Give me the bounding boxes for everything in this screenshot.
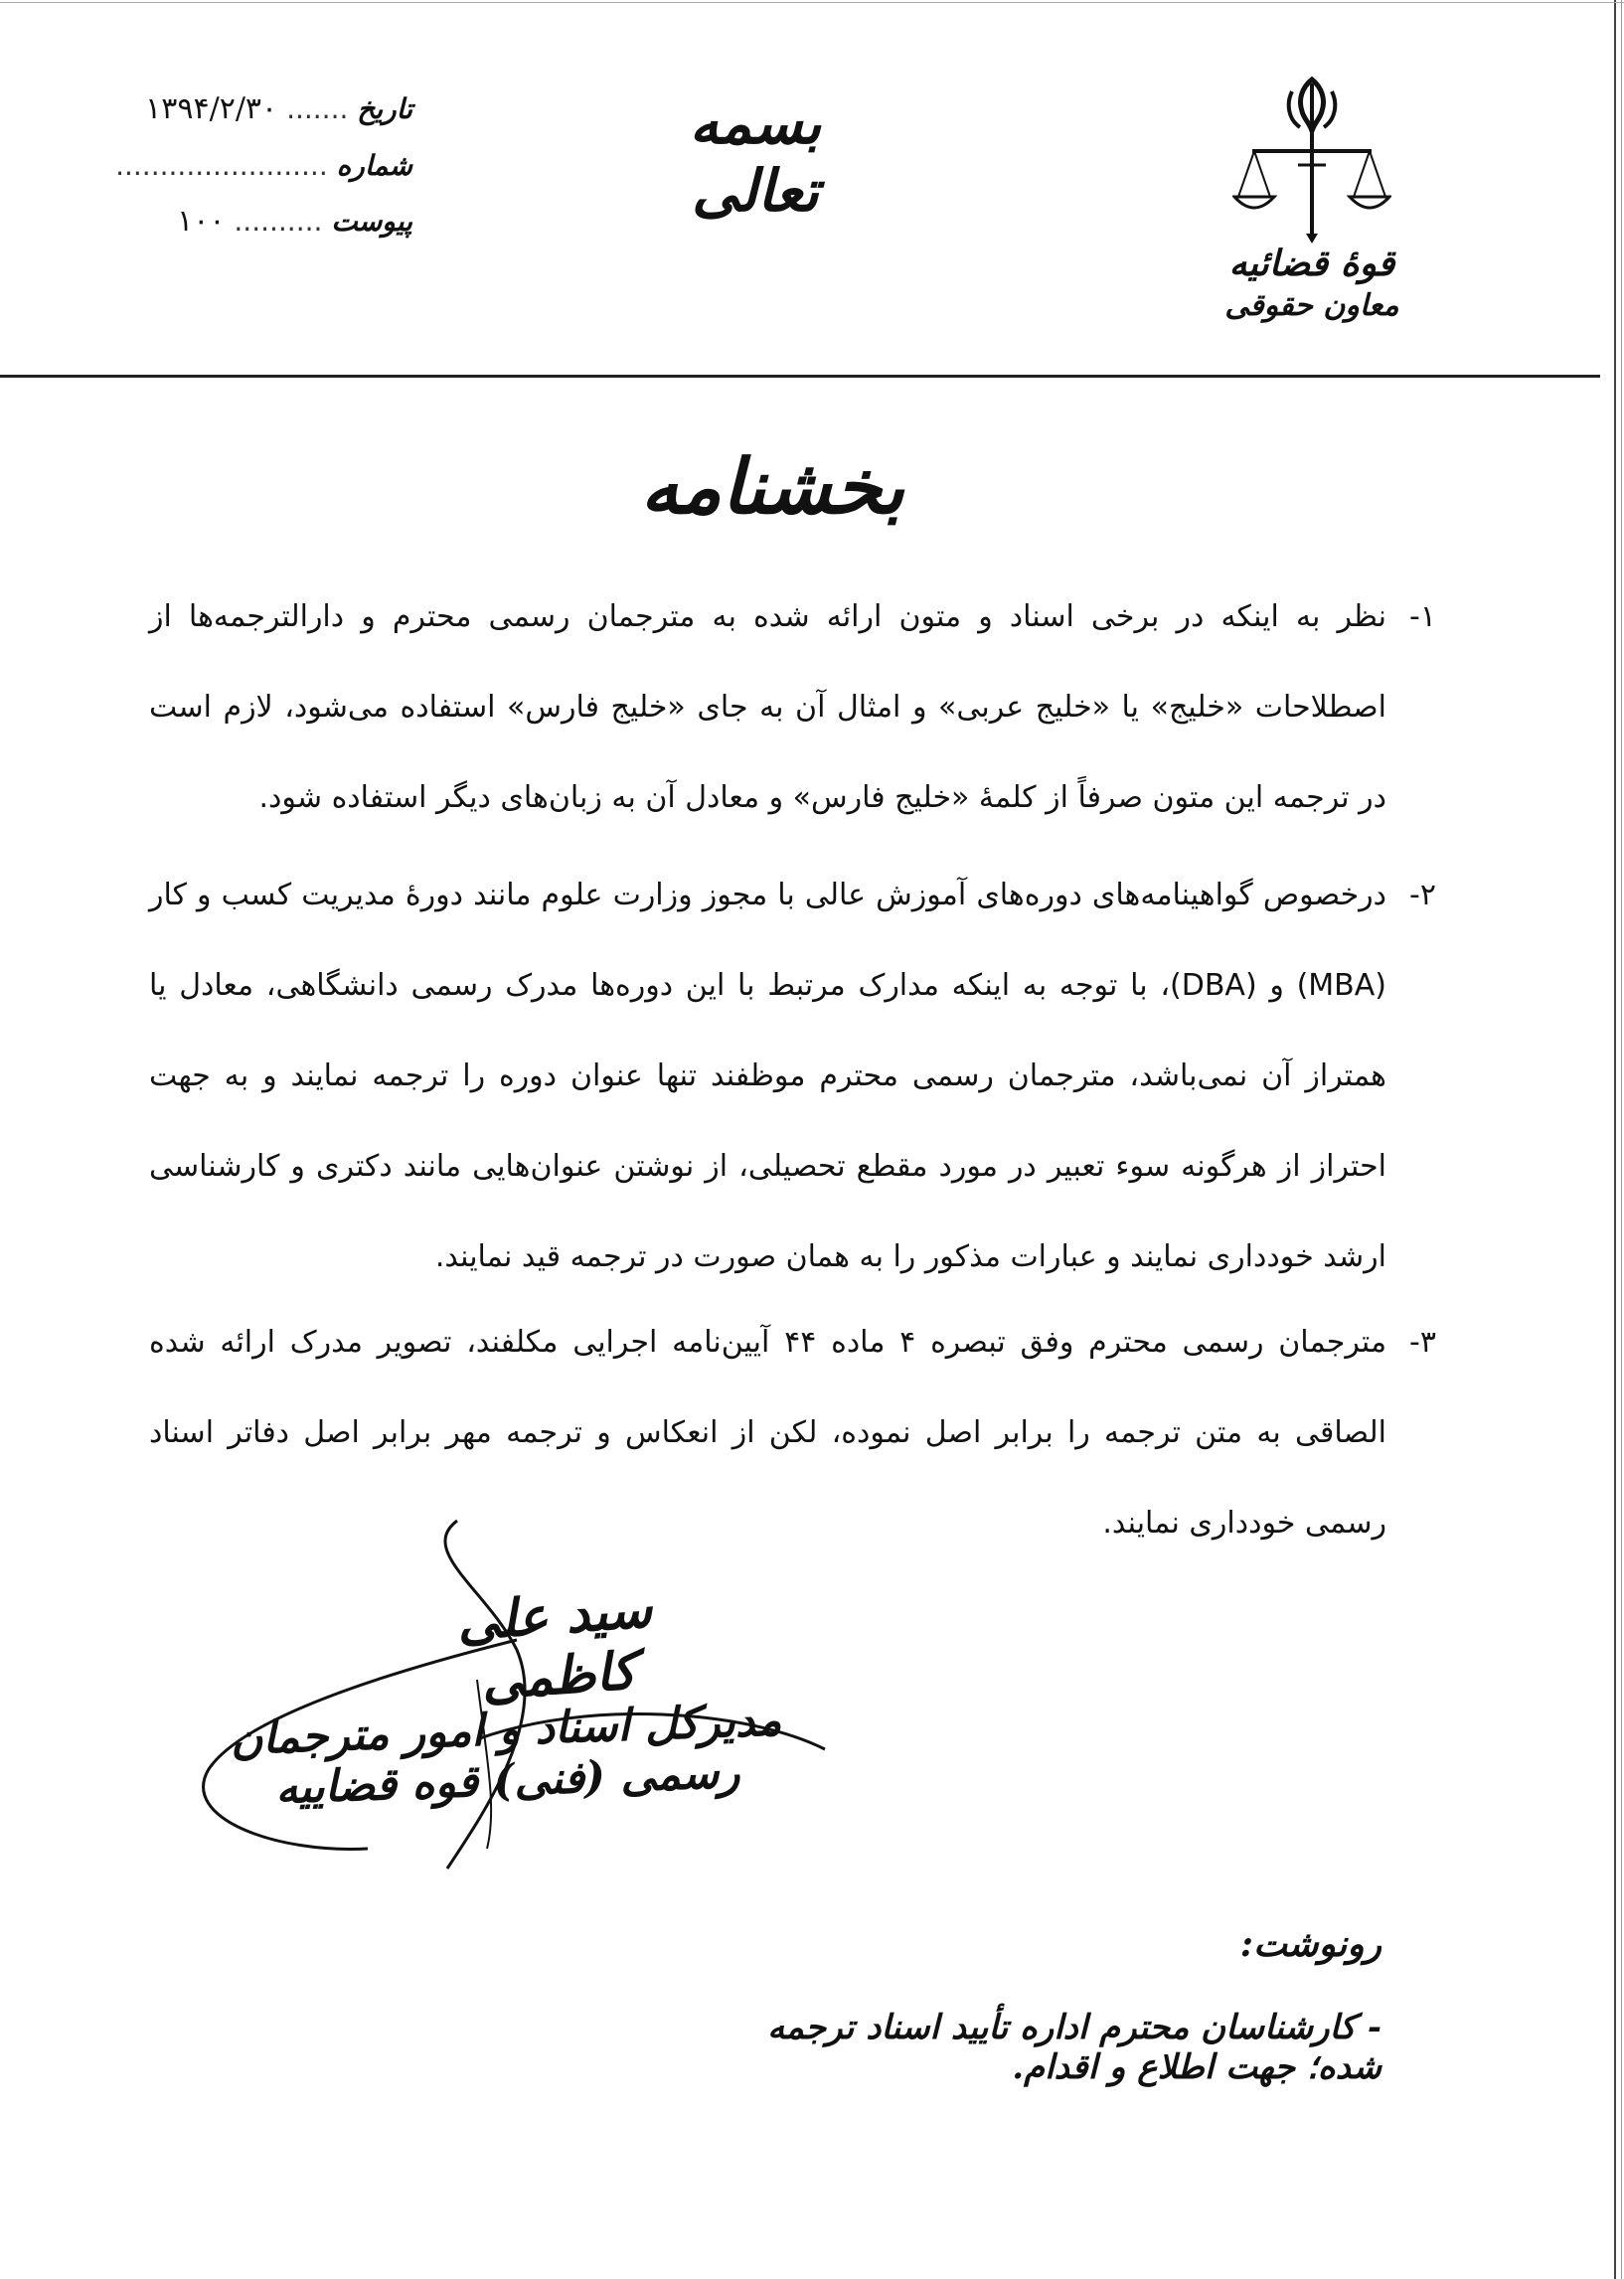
scan-edge	[0, 2, 1624, 3]
paragraph-text: درخصوص گواهینامه‌های دوره‌های آموزش عالی با مجوز وزارت علوم مانند دورهٔ مدیریت کسب و کار (MBA) و (DBA)، با توجه به اینکه مدارک مرتبط با این دوره‌ها مدرک رسمی دانشگاهی، معادل یا همتراز آن نمی‌باشد، مترجمان رسمی محترم موظفند تنها عنوان دوره را ترجمه نمایند و به جهت احتراز از هرگونه سوء تعبیر در مورد مقطع تحصیلی، از نوشتن عنوان‌هایی مانند دکتری و کارشناسی ارشد خودداری نمایند و عبارات مذکور را به همان صورت در ترجمه قید نمایند.	[149, 878, 1386, 1274]
header-divider	[0, 375, 1600, 378]
attachment-value: ۱۰۰	[177, 204, 226, 239]
attachment-field	[104, 204, 412, 239]
date-dots: .......	[286, 92, 349, 125]
attachment-dots: ..........	[234, 205, 323, 238]
paragraph-1	[149, 571, 1436, 843]
paragraph-number: ۱-	[1409, 599, 1436, 634]
paragraph-number: ۲-	[1409, 878, 1436, 912]
scan-edge	[1614, 0, 1616, 2279]
number-dots: ........................	[115, 149, 328, 182]
cc-label: رونوشت:	[1239, 1923, 1381, 1965]
cc-recipient: - کارشناسان محترم اداره تأیید اسناد ترجمه شده؛ جهت اطلاع و اقدام.	[767, 2008, 1381, 2087]
date-label: تاریخ	[357, 92, 412, 125]
document-title: بخشنامه	[640, 442, 904, 531]
date-field	[104, 91, 412, 126]
judiciary-emblem-icon	[1232, 70, 1391, 248]
paragraph-text: مترجمان رسمی محترم وفق تبصره ۴ ماده ۴۴ آیین‌نامه اجرایی مکلفند، تصویر مدرک ارائه شده الصاقی به متن ترجمه را برابر اصل نموده، لکن از انعکاس و ترجمه مهر برابر اصل دفاتر اسناد رسمی خودداری نمایند.	[149, 1325, 1387, 1541]
organization-name: قوهٔ قضائیه	[1228, 243, 1395, 284]
attachment-label: پیوست	[331, 205, 412, 238]
basmala-heading: بسمه تعالی	[689, 89, 822, 225]
number-field	[104, 149, 412, 182]
department-name: معاون حقوقی	[1224, 288, 1399, 323]
signatory-title: مدیرکل اسناد و امور مترجمان رسمی (فنی) قوه قضاییه	[230, 1695, 783, 1815]
paragraph-2	[149, 850, 1436, 1302]
paragraph-text: نظر به اینکه در برخی اسناد و متون ارائه شده به مترجمان رسمی محترم و دارالترجمه‌ها از اصطلاحات «خلیج» یا «خلیج عربی» و امثال آن به جای «خلیج فارس» استفاده می‌شود، لازم است در ترجمه این متون صرفاً از کلمهٔ «خلیج فارس» و معادل آن به زبان‌های دیگر استفاده شود.	[149, 599, 1386, 815]
number-label: شماره	[336, 149, 412, 182]
signatory-name: سید علی کاظمی	[454, 1578, 654, 1712]
date-value: ۱۳۹۴/۲/۳۰	[145, 91, 278, 126]
paragraph-number: ۳-	[1409, 1325, 1436, 1360]
scan-edge	[1621, 0, 1622, 2279]
